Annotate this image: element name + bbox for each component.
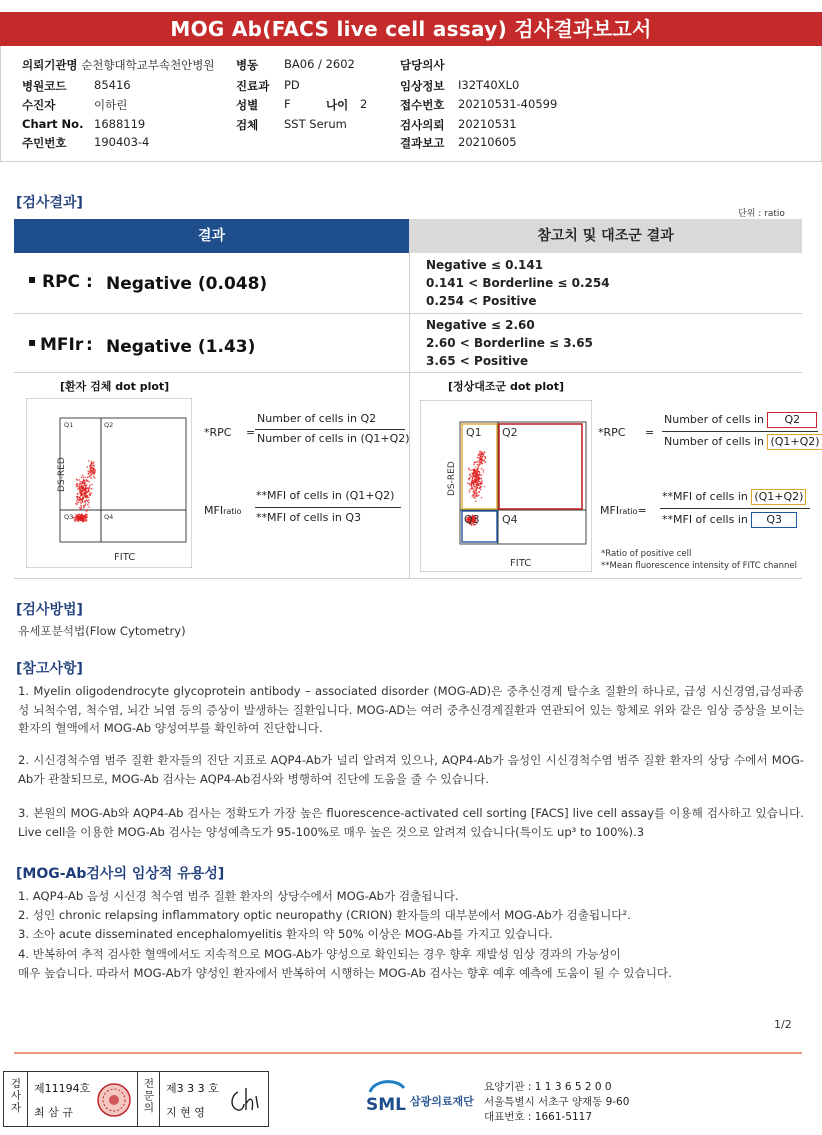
section-title-usefulness: [MOG-Ab검사의 임상적 유용성] bbox=[16, 866, 225, 882]
ref-mfir-negative: Negative ≤ 2.60 bbox=[426, 318, 535, 332]
cell-dot bbox=[481, 480, 483, 482]
fraction-line bbox=[255, 507, 401, 508]
control-plot-title: [정상대조군 dot plot] bbox=[448, 380, 564, 393]
cell-dot bbox=[484, 452, 486, 454]
cell-dot bbox=[80, 493, 82, 495]
table-header-reference: 참고치 및 대조군 결과 bbox=[409, 219, 802, 253]
cell-dot bbox=[83, 479, 85, 481]
cell-dot bbox=[88, 506, 90, 508]
cell-dot bbox=[474, 496, 476, 498]
control-ylabel: DS-RED bbox=[447, 461, 457, 496]
cell-dot bbox=[91, 461, 93, 463]
cell-dot bbox=[90, 470, 92, 472]
cell-dot bbox=[79, 487, 81, 489]
cell-dot bbox=[93, 465, 95, 467]
cell-dot bbox=[479, 459, 481, 461]
cell-dot bbox=[471, 487, 473, 489]
org-code: 요양기관 : 1 1 3 6 5 2 0 0 bbox=[484, 1081, 612, 1093]
cell-dot bbox=[472, 478, 474, 480]
cell-dot bbox=[479, 462, 481, 464]
specialist-name: 지 현 영 bbox=[166, 1106, 205, 1119]
cell-dot bbox=[84, 494, 86, 496]
cell-dot bbox=[74, 521, 76, 523]
cell-dot bbox=[81, 498, 83, 500]
cell-dot bbox=[481, 478, 483, 480]
cell-dot bbox=[483, 471, 485, 473]
examiner-license-no: 제11194호 bbox=[34, 1082, 91, 1095]
ref-rpc-negative: Negative ≤ 0.141 bbox=[426, 258, 544, 272]
control-rpc-label: *RPC bbox=[598, 426, 626, 439]
cell-dot bbox=[478, 495, 480, 497]
patient-rpc-denominator: Number of cells in (Q1+Q2) bbox=[257, 432, 410, 445]
cell-dot bbox=[472, 482, 474, 484]
info-age: 나이 2 bbox=[326, 97, 368, 112]
cell-dot bbox=[80, 505, 82, 507]
cell-dot bbox=[81, 519, 83, 521]
control-q2: Q2 bbox=[502, 426, 518, 439]
cell-dot bbox=[482, 483, 484, 485]
cell-dot bbox=[86, 514, 88, 516]
cell-dot bbox=[88, 502, 90, 504]
fraction-line bbox=[660, 508, 810, 509]
ref-mfir-positive: 3.65 < Positive bbox=[426, 354, 529, 368]
usefulness-item-4-cont: 매우 높습니다. 따라서 MOG-Ab가 양성인 환자에서 반복하여 시행하는 MOG-Ab 검사는 향후 예후 예측에 도움이 될 수 있습니다. bbox=[18, 966, 672, 980]
section-title-notes: [참고사항] bbox=[16, 661, 83, 677]
cell-dot bbox=[89, 492, 91, 494]
cell-dot bbox=[468, 468, 470, 470]
cell-dot bbox=[481, 463, 483, 465]
examiner-name: 최 삼 규 bbox=[34, 1106, 73, 1119]
cell-dot bbox=[78, 518, 80, 520]
note-paragraph-1: 1. Myelin oligodendrocyte glycoprotein antibody – associated disorder (MOG-AD)은 중추신경계 탈수초 질환의 하나로, 급성 시신경염,급성파종성 뇌척수염, 척수염, 뇌간 뇌염 등의 증상이 발생하는 질환입니다. MOG-AD는 여러 중추신경계질환과 연관되어 있는 항체로 위와 같은 임상 증상을 보이는 환자의 혈액에서 MOG-Ab 양성여부를 확인하여 진단합니다. bbox=[18, 684, 804, 735]
control-dot-plot bbox=[420, 400, 592, 572]
cell-dot bbox=[481, 454, 483, 456]
cell-dot bbox=[83, 476, 85, 478]
signature-box bbox=[3, 1071, 269, 1127]
info-request-date: 검사의뢰 20210531 bbox=[400, 117, 517, 132]
bullet-icon: ▪ bbox=[28, 335, 37, 349]
cell-dot bbox=[484, 486, 486, 488]
usefulness-item-3: 3. 소아 acute disseminated encephalomyelitis 환자의 약 50% 이상은 MOG-Ab를 가지고 있습니다. bbox=[18, 927, 553, 941]
ref-rpc-borderline: 0.141 < Borderline ≤ 0.254 bbox=[426, 276, 610, 290]
cell-dot bbox=[80, 481, 82, 483]
cell-dot bbox=[478, 466, 480, 468]
cell-dot bbox=[74, 517, 76, 519]
cell-dot bbox=[88, 499, 90, 501]
info-requesting-institution: 의뢰기관명 순천향대학교부속천안병원 bbox=[22, 58, 215, 72]
cell-dot bbox=[468, 469, 470, 471]
specialist-license-no: 제3 3 3 호 bbox=[166, 1082, 219, 1095]
cell-dot bbox=[82, 486, 84, 488]
patient-plot-title: [환자 검체 dot plot] bbox=[60, 380, 170, 393]
cell-dot bbox=[85, 497, 87, 499]
cell-dot bbox=[81, 507, 83, 509]
patient-mfi-label: MFIratio bbox=[204, 504, 242, 517]
q1q2-box: (Q1+Q2) bbox=[751, 489, 806, 505]
cell-dot bbox=[473, 464, 475, 466]
plot-divider bbox=[409, 373, 410, 579]
cell-dot bbox=[76, 486, 78, 488]
cell-dot bbox=[477, 479, 479, 481]
unit-label: 단위 : ratio bbox=[738, 209, 785, 219]
cell-dot bbox=[483, 460, 485, 462]
cell-dot bbox=[85, 499, 87, 501]
patient-ylabel: DS-RED bbox=[57, 457, 67, 492]
note-paragraph-2: 2. 시신경척수염 범주 질환 환자들의 진단 지표로 AQP4-Ab가 널리 알려져 있으나, AQP4-Ab가 음성인 시신경척수염 범주 질환 환자의 상당 수에서 MOG-Ab가 관찰되므로, MOG-Ab 검사는 AQP4-Ab검사와 병행하여 진단에 도움을 줄 수 있습니다. bbox=[18, 753, 804, 786]
cell-dot bbox=[77, 520, 79, 522]
cell-dot bbox=[470, 484, 472, 486]
cell-dot bbox=[479, 474, 481, 476]
cell-dot bbox=[76, 479, 78, 481]
cell-dot bbox=[77, 489, 79, 491]
cell-dot bbox=[85, 490, 87, 492]
info-physician: 담당의사 bbox=[400, 58, 445, 72]
cell-dot bbox=[77, 516, 79, 518]
cell-dot bbox=[472, 476, 474, 478]
control-rpc-denominator: Number of cells in (Q1+Q2) bbox=[664, 434, 822, 450]
section-title-method: [검사방법] bbox=[16, 602, 83, 618]
cell-dot bbox=[76, 483, 78, 485]
cell-dot bbox=[484, 456, 486, 458]
info-hospital-code: 병원코드 85416 bbox=[22, 78, 131, 93]
cell-dot bbox=[467, 482, 469, 484]
info-specimen: 검체 SST Serum bbox=[236, 117, 347, 132]
cell-dot bbox=[470, 470, 472, 472]
cell-dot bbox=[88, 473, 90, 475]
cell-dot bbox=[91, 484, 93, 486]
cell-dot bbox=[91, 492, 93, 494]
cell-dot bbox=[476, 495, 478, 497]
cell-dot bbox=[477, 461, 479, 463]
method-text: 유세포분석법(Flow Cytometry) bbox=[18, 624, 186, 638]
cell-dot bbox=[90, 477, 92, 479]
patient-dot-plot bbox=[26, 398, 192, 568]
cell-dot bbox=[474, 462, 476, 464]
cell-dot bbox=[87, 477, 89, 479]
cell-dot bbox=[481, 474, 483, 476]
cell-dot bbox=[477, 487, 479, 489]
cell-dot bbox=[79, 479, 81, 481]
cell-dot bbox=[82, 515, 84, 517]
cell-dot bbox=[90, 466, 92, 468]
cell-dot bbox=[91, 474, 93, 476]
cell-dot bbox=[474, 494, 476, 496]
specialist-label: 전문의 bbox=[143, 1078, 155, 1114]
cell-dot bbox=[479, 472, 481, 474]
q1q2-box: (Q1+Q2) bbox=[767, 434, 822, 450]
cell-dot bbox=[475, 500, 477, 502]
cell-dot bbox=[79, 507, 81, 509]
cell-dot bbox=[89, 471, 91, 473]
cell-dot bbox=[83, 518, 85, 520]
cell-dot bbox=[81, 483, 83, 485]
patient-mfi-denominator: **MFI of cells in Q3 bbox=[256, 511, 361, 524]
cell-dot bbox=[469, 483, 471, 485]
colon: : bbox=[86, 335, 93, 355]
cell-dot bbox=[479, 477, 481, 479]
cell-dot bbox=[485, 458, 487, 460]
result-label-rpc: RPC bbox=[42, 272, 81, 292]
cell-dot bbox=[484, 461, 486, 463]
cell-dot bbox=[76, 500, 78, 502]
cell-dot bbox=[75, 514, 77, 516]
equals-sign: = bbox=[645, 426, 655, 439]
cell-dot bbox=[83, 497, 85, 499]
cell-dot bbox=[473, 473, 475, 475]
cell-dot bbox=[85, 488, 87, 490]
cell-dot bbox=[481, 460, 483, 462]
control-q3: Q3 bbox=[464, 513, 480, 526]
cell-dot bbox=[482, 454, 484, 456]
cell-dot bbox=[82, 495, 84, 497]
cell-dot bbox=[481, 456, 483, 458]
control-mfi-denominator: **MFI of cells in Q3 bbox=[662, 512, 797, 528]
cell-dot bbox=[476, 493, 478, 495]
cell-dot bbox=[472, 469, 474, 471]
cell-dot bbox=[469, 491, 471, 493]
cell-dot bbox=[86, 466, 88, 468]
cell-dot bbox=[77, 514, 79, 516]
control-rpc-numerator: Number of cells in Q2 bbox=[664, 412, 817, 428]
cell-dot bbox=[93, 469, 95, 471]
control-q4: Q4 bbox=[502, 513, 518, 526]
equals-sign: = bbox=[246, 426, 256, 439]
fraction-line bbox=[255, 429, 405, 430]
info-patient-name: 수진자 이하린 bbox=[22, 98, 128, 112]
cell-dot bbox=[481, 497, 483, 499]
cell-dot bbox=[88, 481, 90, 483]
cell-dot bbox=[476, 489, 478, 491]
svg-text:SML: SML bbox=[366, 1095, 406, 1115]
note-rpc: *Ratio of positive cell bbox=[601, 549, 692, 559]
cell-dot bbox=[86, 516, 88, 518]
info-sex: 성별 F bbox=[236, 97, 291, 112]
cell-dot bbox=[85, 477, 87, 479]
patient-q2: Q2 bbox=[104, 421, 114, 429]
cell-dot bbox=[474, 480, 476, 482]
specialist-signature-icon bbox=[226, 1082, 266, 1118]
org-phone: 대표번호 : 1661-5117 bbox=[484, 1111, 593, 1123]
org-name: 삼광의료재단 bbox=[410, 1095, 474, 1108]
control-mfi-label: MFIratio= bbox=[600, 504, 647, 517]
report-title: MOG Ab(FACS live cell assay) 검사결과보고서 bbox=[0, 12, 822, 46]
cell-dot bbox=[79, 497, 81, 499]
cell-dot bbox=[92, 468, 94, 470]
info-department: 진료과 PD bbox=[236, 78, 300, 93]
cell-dot bbox=[80, 501, 82, 503]
result-value-mfir: Negative (1.43) bbox=[106, 337, 256, 357]
info-clinical-info: 임상정보 I32T40XL0 bbox=[400, 78, 520, 93]
cell-dot bbox=[93, 467, 95, 469]
cell-dot bbox=[84, 484, 86, 486]
cell-dot bbox=[471, 476, 473, 478]
usefulness-item-4: 4. 반복하여 추적 검사한 혈액에서도 지속적으로 MOG-Ab가 양성으로 확인되는 경우 향후 재발성 임상 경과의 가능성이 bbox=[18, 947, 621, 961]
cell-dot bbox=[86, 484, 88, 486]
fraction-line bbox=[662, 431, 818, 432]
cell-dot bbox=[86, 492, 88, 494]
cell-dot bbox=[473, 485, 475, 487]
cell-dot bbox=[478, 488, 480, 490]
cell-dot bbox=[88, 490, 90, 492]
cell-dot bbox=[89, 484, 91, 486]
cell-dot bbox=[80, 503, 82, 505]
cell-dot bbox=[474, 492, 476, 494]
org-address: 서울특별시 서초구 양재동 9-60 bbox=[484, 1096, 630, 1108]
cell-dot bbox=[474, 497, 476, 499]
cell-dot bbox=[89, 488, 91, 490]
cell-dot bbox=[90, 495, 92, 497]
q3-box: Q3 bbox=[751, 512, 797, 528]
cell-dot bbox=[82, 489, 84, 491]
section-title-result: [검사결과] bbox=[16, 195, 83, 211]
page-number: 1/2 bbox=[774, 1018, 792, 1031]
cell-dot bbox=[93, 473, 95, 475]
cell-dot bbox=[85, 492, 87, 494]
table-header-result: 결과 bbox=[14, 219, 409, 253]
cell-dot bbox=[481, 468, 483, 470]
cell-dot bbox=[87, 500, 89, 502]
cell-dot bbox=[80, 489, 82, 491]
cell-dot bbox=[83, 507, 85, 509]
cell-dot bbox=[89, 476, 91, 478]
cell-dot bbox=[81, 513, 83, 515]
cell-dot bbox=[476, 475, 478, 477]
cell-dot bbox=[91, 488, 93, 490]
cell-dot bbox=[477, 457, 479, 459]
cell-dot bbox=[478, 464, 480, 466]
cell-dot bbox=[479, 453, 481, 455]
cell-dot bbox=[479, 451, 481, 453]
cell-dot bbox=[92, 463, 94, 465]
usefulness-item-1: 1. AQP4-Ab 음성 시신경 척수염 범주 질환 환자의 상당수에서 MOG-Ab가 검출됩니다. bbox=[18, 889, 459, 903]
footer-divider bbox=[14, 1052, 802, 1054]
patient-q1: Q1 bbox=[64, 421, 74, 429]
patient-q4: Q4 bbox=[104, 513, 114, 521]
bullet-icon: ▪ bbox=[28, 272, 37, 286]
result-label-mfir: MFIr bbox=[40, 335, 84, 355]
cell-dot bbox=[87, 504, 89, 506]
cell-dot bbox=[479, 483, 481, 485]
cell-dot bbox=[480, 489, 482, 491]
cell-dot bbox=[83, 516, 85, 518]
cell-dot bbox=[479, 464, 481, 466]
cell-dot bbox=[478, 484, 480, 486]
result-value-rpc: Negative (0.048) bbox=[106, 274, 268, 294]
usefulness-item-2: 2. 성인 chronic relapsing inflammatory optic neuropathy (CRION) 환자들의 대부분에서 MOG-Ab가 검출됩니다². bbox=[18, 908, 631, 922]
patient-rpc-label: *RPC bbox=[204, 426, 232, 439]
cell-dot bbox=[77, 496, 79, 498]
cell-dot bbox=[82, 475, 84, 477]
ref-mfir-borderline: 2.60 < Borderline ≤ 3.65 bbox=[426, 336, 593, 350]
cell-dot bbox=[473, 495, 475, 497]
note-mfi: **Mean fluorescence intensity of FITC channel bbox=[601, 561, 797, 571]
cell-dot bbox=[483, 469, 485, 471]
cell-dot bbox=[84, 481, 86, 483]
cell-dot bbox=[81, 499, 83, 501]
cell-dot bbox=[473, 489, 475, 491]
cell-dot bbox=[478, 491, 480, 493]
cell-dot bbox=[474, 469, 476, 471]
cell-dot bbox=[474, 486, 476, 488]
cell-dot bbox=[95, 469, 97, 471]
cell-dot bbox=[478, 454, 480, 456]
cell-dot bbox=[475, 480, 477, 482]
cell-dot bbox=[79, 483, 81, 485]
cell-dot bbox=[477, 468, 479, 470]
cell-dot bbox=[482, 452, 484, 454]
info-report-date: 결과보고 20210605 bbox=[400, 135, 517, 150]
cell-dot bbox=[476, 484, 478, 486]
cell-dot bbox=[475, 471, 477, 473]
cell-dot bbox=[480, 450, 482, 452]
cell-dot bbox=[85, 503, 87, 505]
cell-dot bbox=[475, 466, 477, 468]
cell-dot bbox=[82, 501, 84, 503]
cell-dot bbox=[87, 509, 89, 511]
cell-dot bbox=[79, 516, 81, 518]
cell-dot bbox=[77, 502, 79, 504]
info-chart-no: Chart No. 1688119 bbox=[22, 117, 146, 131]
cell-dot bbox=[88, 460, 90, 462]
ref-rpc-positive: 0.254 < Positive bbox=[426, 294, 537, 308]
control-q1: Q1 bbox=[466, 426, 482, 439]
cell-dot bbox=[469, 477, 471, 479]
info-ward: 병동 BA06 / 2602 bbox=[236, 57, 355, 72]
cell-dot bbox=[471, 472, 473, 474]
cell-dot bbox=[77, 493, 79, 495]
info-resident-no: 주민번호 190403-4 bbox=[22, 135, 150, 150]
note-paragraph-3: 3. 본원의 MOG-Ab와 AQP4-Ab 검사는 정확도가 가장 높은 fluorescence-activated cell sorting [FACS] live cell assay를 이용해 검사하고 있습니다. Live cell을 이용한 MOG-Ab 검사는 양성예측도가 95-100%로 매우 높은 것으로 알려져 있습니다(특이도 up³ to 100%).3 bbox=[18, 806, 804, 839]
cell-dot bbox=[87, 480, 89, 482]
patient-mfi-numerator: **MFI of cells in (Q1+Q2) bbox=[256, 489, 395, 502]
control-xlabel: FITC bbox=[510, 558, 532, 569]
cell-dot bbox=[479, 458, 481, 460]
cell-dot bbox=[84, 501, 86, 503]
cell-dot bbox=[81, 476, 83, 478]
examiner-label: 검사자 bbox=[10, 1078, 22, 1114]
q2-box: Q2 bbox=[767, 412, 817, 428]
cell-dot bbox=[477, 473, 479, 475]
patient-xlabel: FITC bbox=[114, 552, 136, 563]
patient-rpc-numerator: Number of cells in Q2 bbox=[257, 412, 377, 425]
cell-dot bbox=[469, 475, 471, 477]
colon: : bbox=[86, 272, 93, 292]
info-receipt-no: 접수번호 20210531-40599 bbox=[400, 97, 558, 112]
examiner-seal-icon bbox=[96, 1082, 132, 1118]
patient-q3: Q3 bbox=[64, 513, 74, 521]
control-mfi-numerator: **MFI of cells in (Q1+Q2) bbox=[662, 489, 806, 505]
cell-dot bbox=[469, 489, 471, 491]
cell-dot bbox=[91, 464, 93, 466]
cell-dot bbox=[76, 498, 78, 500]
cell-dot bbox=[94, 477, 96, 479]
cell-dot bbox=[75, 503, 77, 505]
sml-logo-icon bbox=[364, 1076, 410, 1116]
